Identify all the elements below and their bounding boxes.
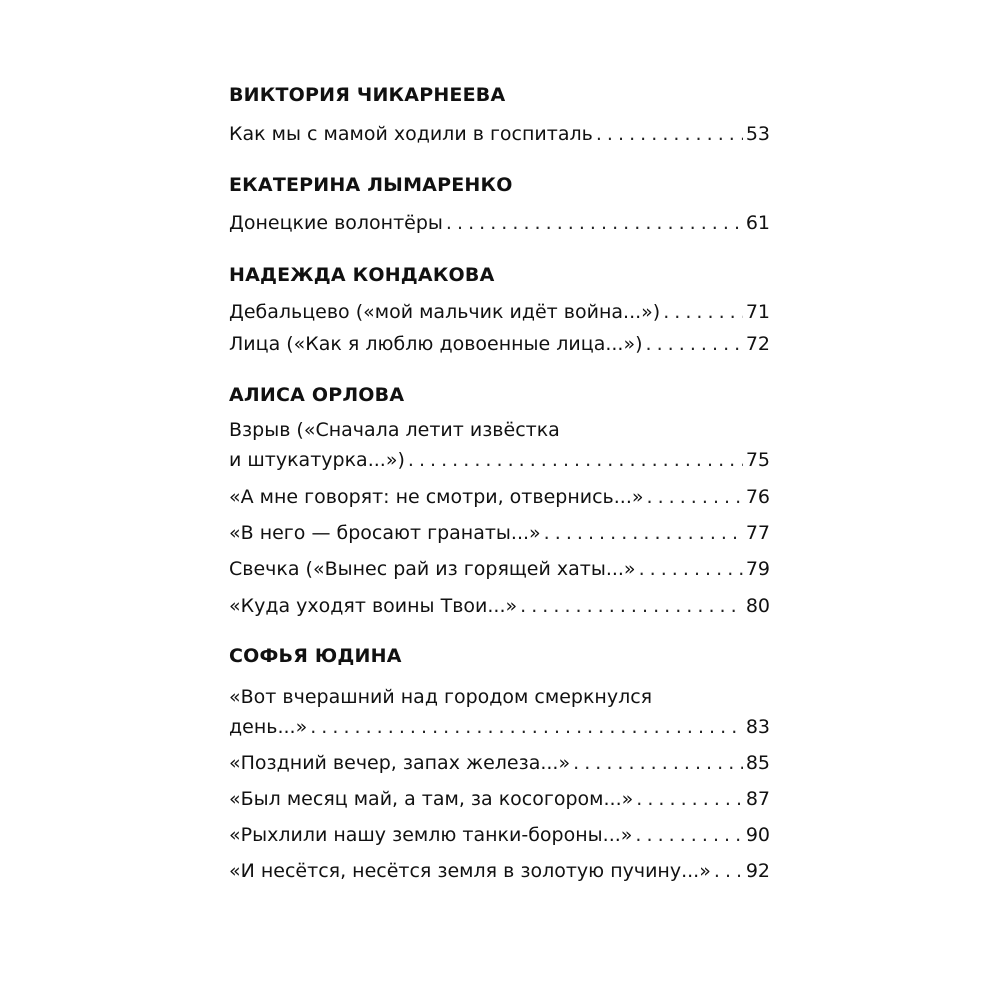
entry-page-number: 76 [745,486,770,508]
dot-leader [663,298,743,326]
entry-page-number: 90 [745,824,770,846]
dot-leader [714,857,743,885]
toc-entry [229,785,770,813]
entry-title: и штукатурка...») [229,449,405,471]
dot-leader [446,209,743,237]
toc-entry [229,857,770,885]
toc-entry [229,592,770,620]
entry-page-number: 71 [745,301,770,323]
author-heading: СОФЬЯ ЮДИНА [229,645,402,667]
toc-entry [229,713,770,741]
dot-leader [520,592,743,620]
table-of-contents [229,82,770,885]
toc-entry [229,519,770,547]
entry-page-number: 53 [745,123,770,145]
entry-title-line: «Вот вчерашний над городом смеркнулся [229,686,653,708]
dot-leader [636,785,743,813]
dot-leader [573,749,743,777]
toc-entry [229,749,770,777]
entry-title: Как мы с мамой ходили в госпиталь [229,123,593,145]
dot-leader [646,483,742,511]
dot-leader [646,330,743,358]
author-heading: ЕКАТЕРИНА ЛЫМАРЕНКО [229,174,513,196]
toc-entry [229,298,770,326]
entry-page-number: 72 [745,333,770,355]
entry-title: «Куда уходят воины Твои...» [229,595,518,617]
entry-page-number: 79 [745,558,770,580]
toc-entry [229,821,770,849]
toc-entry [229,330,770,358]
entry-title: Лица («Как я люблю довоенные лица...») [229,333,643,355]
entry-title: «Рыхлили нашу землю танки-бороны...» [229,824,633,846]
entry-title: Донецкие волонтёры [229,212,443,234]
author-heading: АЛИСА ОРЛОВА [229,384,405,406]
entry-title: Дебальцево («мой мальчик идёт война...») [229,301,661,323]
toc-entry [229,483,770,511]
entry-title: «В него — бросают гранаты...» [229,522,541,544]
dot-leader [310,713,743,741]
dot-leader [544,519,743,547]
toc-entry [229,209,770,237]
author-heading: ВИКТОРИЯ ЧИКАРНЕЕВА [229,84,506,106]
entry-page-number: 77 [745,522,770,544]
entry-title-line: Взрыв («Сначала летит извёстка [229,419,560,441]
entry-title: день...» [229,716,308,738]
entry-title: «Был месяц май, а там, за косогором...» [229,788,634,810]
toc-entry [229,120,770,148]
entry-title: Свечка («Вынес рай из горящей хаты...» [229,558,636,580]
entry-page-number: 92 [745,860,770,882]
entry-page-number: 75 [745,449,770,471]
dot-leader [596,120,743,148]
entry-page-number: 61 [745,212,770,234]
entry-title: «И несётся, несётся земля в золотую пучину...» [229,860,711,882]
entry-page-number: 85 [745,752,770,774]
toc-entry [229,555,770,583]
entry-title: «Поздний вечер, запах железа...» [229,752,571,774]
dot-leader [635,821,742,849]
entry-page-number: 80 [745,595,770,617]
entry-title: «А мне говорят: не смотри, отвернись...» [229,486,644,508]
entry-page-number: 87 [745,788,770,810]
toc-entry [229,446,770,474]
entry-page-number: 83 [745,716,770,738]
dot-leader [639,555,743,583]
author-heading: НАДЕЖДА КОНДАКОВА [229,264,495,286]
dot-leader [408,446,743,474]
